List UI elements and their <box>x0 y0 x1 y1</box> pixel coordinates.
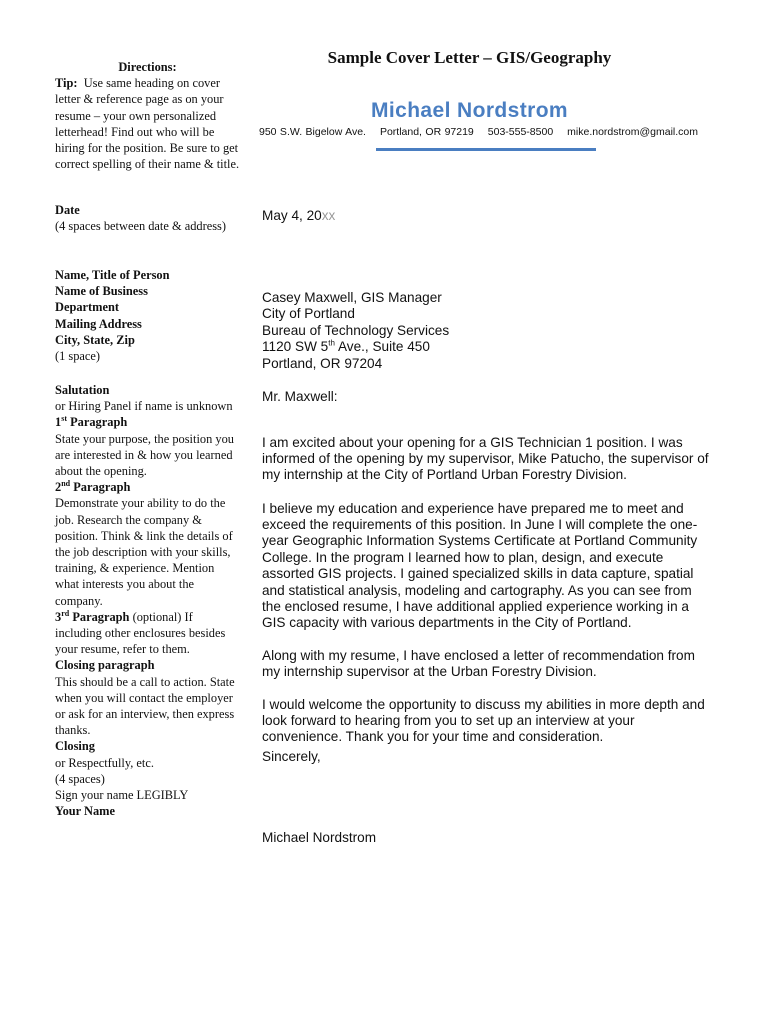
recipient-line: Portland, OR 97204 <box>262 355 383 371</box>
closing-note: Sign your name LEGIBLY <box>55 788 189 803</box>
closing-paragraph-label: Closing paragraph <box>55 658 155 673</box>
letter-paragraph-2: I believe my education and experience have prepared me to meet and exceed the requirements of this position. In June I will complete the one-year Geographic Information Systems Certificate at Portland Community College. In the program I learned how to plan, design, and execute assorted GIS projects. I gained specialized skills in data capture, spatial and statistical analysis, modeling and cartography. As you can see from the enclosed resume, I have additional applied experience working in a GIS capacity with various departments in the City of Portland. <box>262 500 698 631</box>
addr-note: (1 space) <box>55 349 101 364</box>
date-main: May 4, 20 <box>262 208 322 223</box>
tip-body: Use same heading on cover letter & reference page as on your resume – your own personalized letterhead! Find out who will be hiring for the position. Be sure to get correct spelling of their name & title. <box>55 76 240 172</box>
letterhead-city: Portland, OR 97219 <box>379 126 474 138</box>
p1-num: 1 <box>55 415 62 430</box>
street-a: 1120 SW 5 <box>262 339 329 355</box>
letterhead-address: 950 S.W. Bigelow Ave. <box>259 126 366 138</box>
p2-word: Paragraph <box>73 480 131 495</box>
recipient-address <box>262 290 712 372</box>
p1-word: Paragraph <box>70 415 128 430</box>
recipient-line: Casey Maxwell, GIS Manager <box>262 290 442 305</box>
directions-body-block <box>55 382 240 819</box>
letterhead-divider <box>376 148 596 151</box>
letter-paragraph-1: I am excited about your opening for a GIS Technician 1 position. I was informed of the opening by my supervisor, Mike Patucho, the supervisor of my internship at the City of Portland Urban Forestry Division. <box>262 434 709 483</box>
date-label: Date <box>55 203 80 217</box>
letterhead-email: mike.nordstrom@gmail.com <box>567 126 699 138</box>
salutation-note: or Hiring Panel if name is unknown <box>55 399 233 414</box>
street-b: Ave., Suite 450 <box>334 339 430 355</box>
p3-label: Paragraph <box>72 609 130 624</box>
tip-label: Tip: <box>55 76 78 91</box>
letterhead-phone: 503-555-8500 <box>487 126 554 138</box>
letter-signature: Michael Nordstrom <box>262 830 377 845</box>
addr-line: Name, Title of Person <box>55 268 170 282</box>
addr-line: Department <box>55 300 119 315</box>
recipient-line <box>262 339 712 355</box>
p2-sup: nd <box>61 479 71 489</box>
letterhead-contact <box>259 126 739 138</box>
addr-line: Mailing Address <box>55 316 142 331</box>
p2-num: 2 <box>55 480 62 495</box>
letter-paragraph-4: I would welcome the opportunity to discuss my abilities in more depth and look forward to hearing from you to set up an interview at your convenience. Thank you for your time and consideration. <box>262 696 705 745</box>
directions-address-block <box>55 267 240 364</box>
tip-text <box>55 75 240 172</box>
p2-label <box>55 479 240 495</box>
p3-block <box>55 609 240 658</box>
recipient-line: Bureau of Technology Services <box>262 322 450 338</box>
closing-label: Closing <box>55 739 95 754</box>
p3-sup: rd <box>61 608 70 618</box>
directions-date-block <box>55 202 240 234</box>
letter-closing: Sincerely, <box>262 749 321 764</box>
closing-paragraph-text: This should be a call to action. State when you will contact the employer or ask for an interview, then express thanks. <box>55 674 235 738</box>
p1-label <box>55 414 240 430</box>
p3-text: (optional) If including other enclosures besides your resume, refer to them. <box>55 609 226 657</box>
addr-line: City, State, Zip <box>55 332 135 347</box>
p1-text: State your purpose, the position you are interested in & how you learned about the opening. <box>55 431 234 479</box>
p1-sup: st <box>61 414 67 424</box>
letter-salutation: Mr. Maxwell: <box>262 389 338 404</box>
street-sup: th <box>328 338 335 348</box>
date-suffix: xx <box>321 208 336 223</box>
closing-note: (4 spaces) <box>55 771 105 786</box>
page-title: Sample Cover Letter – GIS/Geography <box>327 48 612 67</box>
letter-date <box>262 208 712 224</box>
letter-paragraph-3: Along with my resume, I have enclosed a letter of recommendation from my internship supervisor at the Urban Forestry Division. <box>262 647 695 679</box>
p2-text: Demonstrate your ability to do the job. Research the company & position. Think & link the details of the job description with your skills, training, & experience. Mention what interests you about the company. <box>55 496 233 608</box>
directions-tip-block <box>55 59 240 172</box>
p3-num: 3 <box>55 609 62 624</box>
recipient-line: City of Portland <box>262 306 355 322</box>
salutation-label: Salutation <box>55 383 110 397</box>
letterhead-name: Michael Nordstrom <box>371 99 568 122</box>
date-note: (4 spaces between date & address) <box>55 219 226 234</box>
directions-heading: Directions: <box>118 60 177 74</box>
your-name-label: Your Name <box>55 804 115 819</box>
addr-line: Name of Business <box>55 284 148 299</box>
closing-note: or Respectfully, etc. <box>55 755 154 770</box>
